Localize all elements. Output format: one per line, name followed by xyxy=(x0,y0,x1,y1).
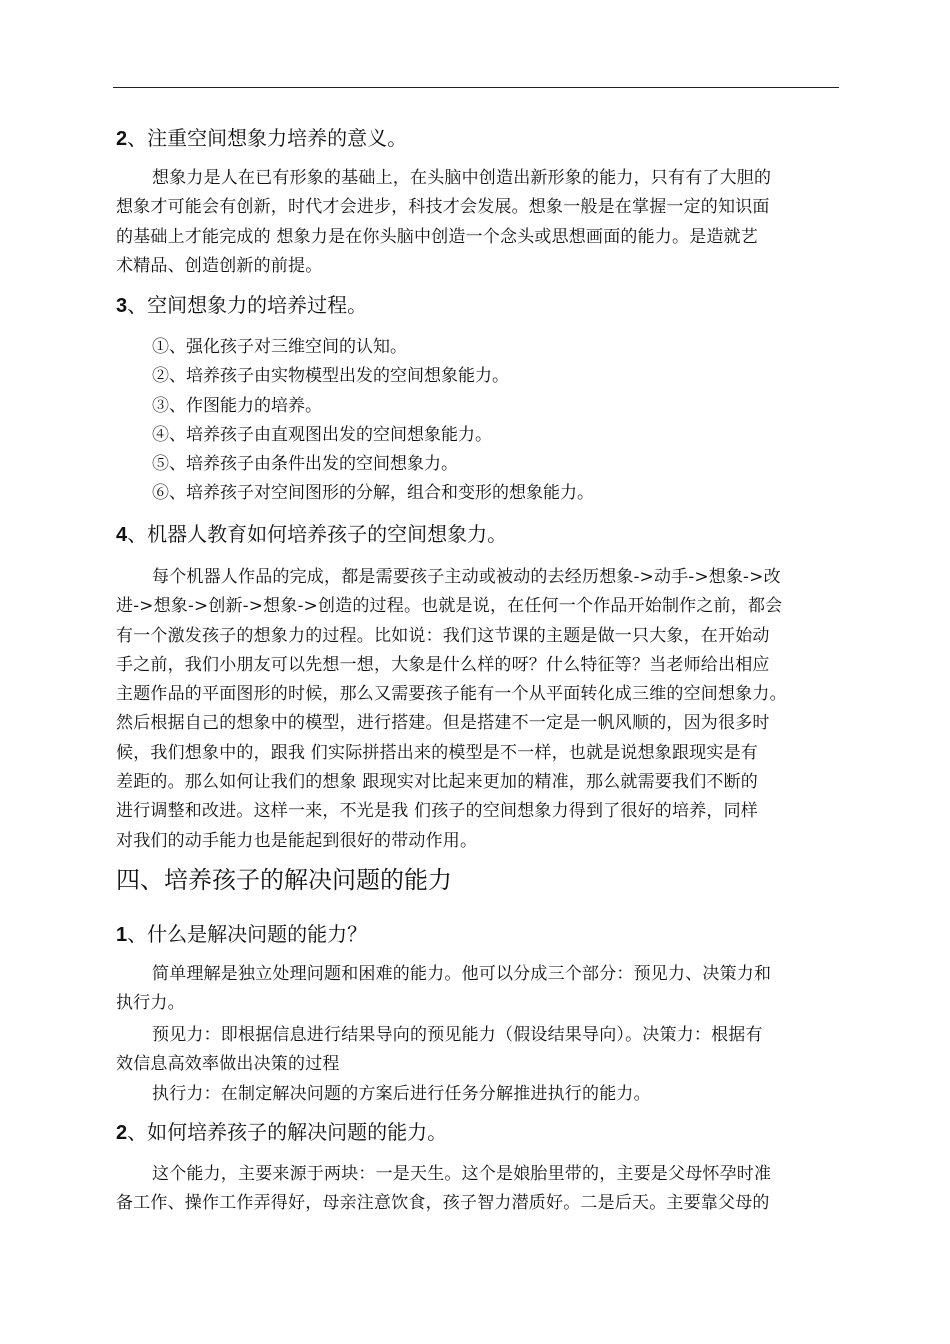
chapter-heading-problem-solving: 四、培养孩子的解决问题的能力 xyxy=(116,866,452,894)
heading-training-process: 3、空间想象力的培养过程。 xyxy=(116,293,368,317)
heading-how-to-train-problem-solving: 2、如何培养孩子的解决问题的能力。 xyxy=(116,1120,448,1144)
list-item: ⑤、培养孩子由条件出发的空间想象力。 xyxy=(152,454,458,475)
paragraph-execution: 执行力：在制定解决问题的方案后进行任务分解推进执行的能力。 xyxy=(152,1084,651,1104)
paragraph-ability-sources: 这个能力，主要来源于两块：一是天生。这个是娘胎里带的，主要是父母怀孕时准 备工作、操作工作弄得好，母亲注意饮食，孩子智力潜质好。二是后天。主要靠父母的 xyxy=(116,1164,772,1214)
header-rule xyxy=(113,87,839,88)
paragraph-imagination-definition: 想象力是人在已有形象的基础上，在头脑中创造出新形象的能力，只有有了大胆的 想象才可能会有创新，时代才会进步，科技才会发展。想象一般是在掌握一定的知识面 的基础上才能完成的 想象力是在你头脑中创造一个念头或思想画面的能力。是造就艺 术精品、创造创新的前提。 xyxy=(116,168,772,276)
list-item: ②、培养孩子由实物模型出发的空间想象能力。 xyxy=(152,366,509,387)
paragraph-robot-education: 每个机器人作品的完成，都是需要孩子主动或被动的去经历想象->动手->想象->改 进->想象->创新->想象->创造的过程。也就是说，在任何一个作品开始制作之前，都会 有一个激发孩子的想象力的过程。比如说：我们这节课的主题是做一只大象，在开始动 手之前，我们小朋友可以先想一想，大象是什么样的呀？什么特征等？当老师给出相应 主题作品的平面图形的时候，那么又需要孩子能有一个从平面转化成三维的空间想象力。 然后根据自己的想象中的模型，进行搭建。但是搭建不一定是一帆风顺的，因为很多时 候，我们想象中的，跟我 们实际拼搭出来的模型是不一样，也就是说想象跟现实是有 差距的。那么如何让我们的想象 跟现实对比起来更加的精准，那么就需要我们不断的 进行调整和改进。这样一来，不光是我 们孩子的空间想象力得到了很好的培养，同样 对我们的动手能力也是能起到很好的带动作用。 xyxy=(116,567,787,851)
paragraph-foresight-decision: 预见力：即根据信息进行结果导向的预见能力（假设结果导向）。决策力：根据有 效信息高效率做出决策的过程 xyxy=(116,1025,763,1075)
list-item: ④、培养孩子由直观图出发的空间想象能力。 xyxy=(152,424,492,445)
heading-what-is-problem-solving: 1、什么是解决问题的能力？ xyxy=(116,922,368,946)
heading-robot-education: 4、机器人教育如何培养孩子的空间想象力。 xyxy=(116,522,508,546)
paragraph-problem-solving-definition: 简单理解是独立处理问题和困难的能力。他可以分成三个部分：预见力、决策力和 执行力。 xyxy=(116,964,772,1014)
training-steps-list xyxy=(152,333,594,509)
list-item: ①、强化孩子对三维空间的认知。 xyxy=(152,337,407,357)
list-item: ⑥、培养孩子对空间图形的分解，组合和变形的想象能力。 xyxy=(152,483,594,504)
heading-space-imagination-significance: 2、注重空间想象力培养的意义。 xyxy=(116,126,408,150)
list-item: ③、作图能力的培养。 xyxy=(152,395,322,416)
